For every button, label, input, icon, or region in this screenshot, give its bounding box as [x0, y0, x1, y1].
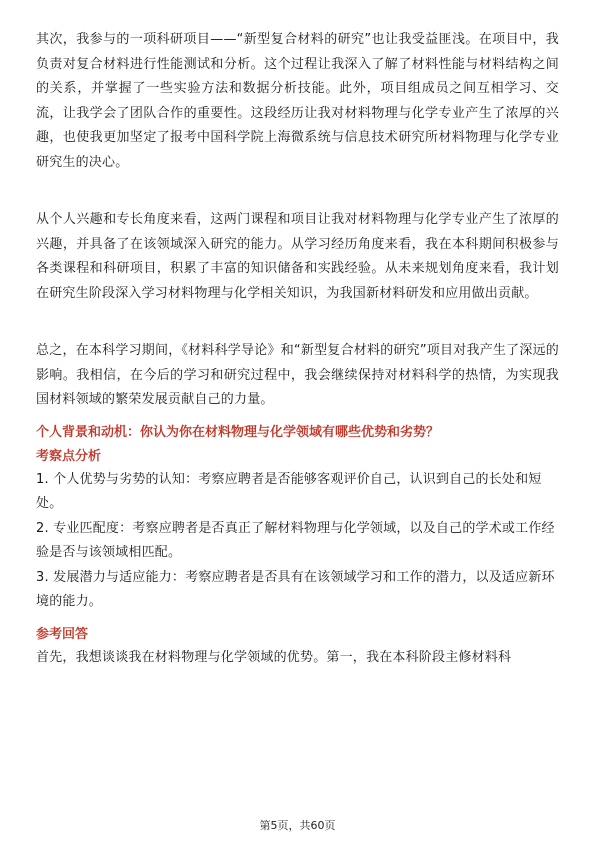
interview-question: 个人背景和动机：你认为你在材料物理与化学领域有哪些优势和劣势？ — [36, 424, 440, 440]
analysis-title: 考察点分析 — [36, 448, 102, 464]
answer-text: 首先，我想谈谈我在材料物理与化学领域的优势。第一，我在本科阶段主修材料科 — [36, 649, 512, 665]
analysis-item: 2. 专业匹配度：考察应聘者是否真正了解材料物理与化学领域，以及自己的学术或工作经验是否与该领域相匹配。 — [36, 520, 555, 560]
document-body — [36, 28, 559, 670]
page-number: 第5页，共60页 — [259, 819, 336, 832]
analysis-item: 3. 发展潜力与适应能力：考察应聘者是否具有在该领域学习和工作的潜力，以及适应新环境的能力。 — [36, 569, 555, 609]
paragraph-research-project: 其次，我参与的一项科研项目——“新型复合材料的研究”也让我受益匪浅。在项目中，我负责对复合材料进行性能测试和分析。这个过程让我深入了解了材料性能与材料结构之间的关系，并掌握了一些实验方法和数据分析技能。此外，项目组成员之间互相学习、交流，让我学会了团队合作的重要性。这段经历让我对材料物理与化学专业产生了浓厚的兴趣，也使我更加坚定了报考中国科学院上海微系统与信息技术研究所材料物理与化学专业研究生的决心。 — [36, 32, 559, 170]
analysis-item: 1. 个人优势与劣势的认知：考察应聘者是否能够客观评价自己，认识到自己的长处和短处。 — [36, 471, 542, 511]
paragraph-conclusion: 总之，在本科学习期间，《材料科学导论》和“新型复合材料的研究”项目对我产生了深远的影响。我相信，在今后的学习和研究过程中，我会继续保持对材料科学的热情，为实现我国材料领域的繁荣发展贡献自己的力量。 — [36, 343, 559, 407]
paragraph-interest-planning: 从个人兴趣和专长角度来看，这两门课程和项目让我对材料物理与化学专业产生了浓厚的兴趣，并具备了在该领域深入研究的能力。从学习经历角度来看，我在本科期间积极参与各类课程和科研项目，积累了丰富的知识储备和实践经验。从未来规划角度来看，我计划在研究生阶段深入学习材料物理与化学相关知识，为我国新材料研发和应用做出贡献。 — [36, 212, 559, 301]
answer-title: 参考回答 — [36, 626, 89, 642]
